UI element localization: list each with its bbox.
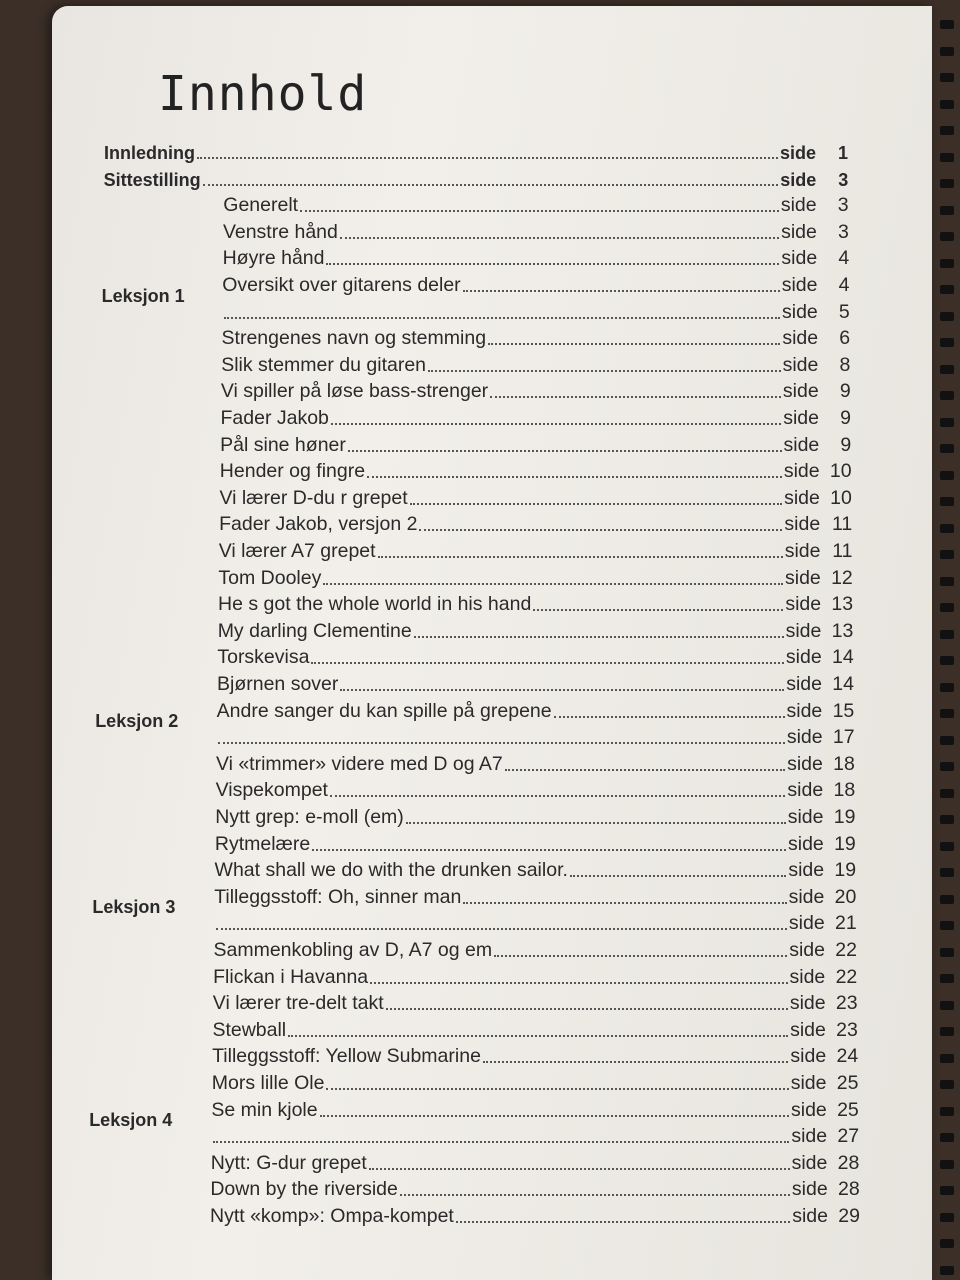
toc-entry-label: Pål sine høner (220, 433, 346, 456)
toc-entry (221, 379, 851, 403)
page-number: 28 (837, 1178, 860, 1201)
page-number: 19 (834, 832, 856, 855)
dot-leader (369, 1167, 790, 1170)
dot-leader (386, 1007, 788, 1010)
binding-ring (940, 1160, 954, 1169)
side-label: side (783, 460, 820, 483)
side-label: side (783, 407, 819, 429)
dot-leader (197, 156, 778, 159)
page-title: Innhold (158, 66, 368, 122)
dot-leader (463, 289, 780, 292)
binding-ring (940, 206, 954, 215)
toc-entry (221, 353, 850, 377)
dot-leader (224, 316, 780, 319)
binding-ring (940, 418, 954, 427)
binding-ring (940, 815, 954, 824)
toc-section-entry (104, 140, 848, 164)
toc-entry (213, 965, 857, 989)
toc-entry (219, 539, 853, 563)
toc-entry (212, 1018, 857, 1042)
side-label: side (788, 832, 824, 855)
dot-leader (570, 874, 786, 877)
toc-entry-label: My darling Clementine (217, 619, 412, 642)
page-number: 21 (834, 912, 857, 935)
binding-ring (940, 948, 954, 957)
binding-ring (940, 630, 954, 639)
dot-leader (378, 555, 783, 558)
toc-entry (222, 326, 851, 350)
toc-entry (211, 1098, 858, 1122)
toc-entry (215, 805, 855, 829)
dot-leader (288, 1034, 788, 1037)
side-label: side (791, 1151, 828, 1174)
toc-entry-label: Oversikt over gitarens deler (222, 274, 461, 296)
side-label: side (780, 169, 817, 190)
page-number: 19 (833, 806, 856, 828)
toc-entry-label: Tilleggsstoff: Yellow Submarine (212, 1045, 481, 1068)
side-label: side (779, 143, 816, 163)
binding-ring (940, 365, 954, 374)
page-number: 10 (829, 460, 852, 483)
toc-entry-label: Generelt (223, 194, 299, 217)
dot-leader (323, 582, 783, 585)
binding-ring (940, 497, 954, 506)
binding-ring (940, 577, 954, 586)
binding-ring (940, 603, 954, 612)
dot-leader (505, 768, 785, 771)
toc-entry (223, 193, 848, 217)
side-label: side (786, 726, 823, 749)
toc-entry (223, 220, 849, 244)
dot-leader (400, 1193, 790, 1196)
binding-ring (940, 1186, 954, 1195)
dot-leader (312, 848, 786, 851)
page-number: 27 (837, 1125, 860, 1148)
dot-leader (367, 475, 782, 478)
toc-entry-label: Down by the riverside (210, 1178, 398, 1201)
lesson-heading: Leksjon 1 (101, 285, 185, 306)
page-number: 4 (838, 247, 850, 270)
page-number: 3 (837, 194, 849, 217)
side-label: side (789, 992, 826, 1015)
dot-leader (203, 183, 779, 186)
page-number: 24 (836, 1045, 859, 1068)
dot-leader (311, 661, 783, 664)
dot-leader (456, 1220, 790, 1223)
toc-entry-label: Torskevisa (217, 646, 310, 669)
toc-entry-label: Andre sanger du kan spille på grepene (216, 699, 552, 722)
toc-entry (217, 672, 854, 696)
binding-ring (940, 1133, 954, 1142)
dot-leader (216, 927, 787, 930)
side-label: side (788, 859, 825, 882)
toc-entry-label: Flickan i Havanna (213, 965, 369, 988)
page-number: 23 (836, 1018, 858, 1041)
toc-entry-label: Rytmelære (214, 832, 311, 855)
page-number: 20 (834, 885, 857, 908)
binding-ring (940, 73, 954, 82)
side-label: side (780, 194, 817, 217)
toc-entry-label: Tom Dooley (218, 566, 322, 589)
page-number: 18 (833, 752, 855, 775)
page-number: 23 (835, 992, 858, 1015)
toc-entry-label: What shall we do with the drunken sailor. (214, 859, 568, 882)
page-number: 1 (837, 143, 848, 163)
binding-ring (940, 179, 954, 188)
side-label: side (782, 327, 819, 350)
toc-section-entry (214, 911, 857, 935)
toc-entry-label: Sammenkobling av D, A7 og em (213, 939, 493, 961)
side-label: side (790, 1045, 827, 1068)
page-number: 9 (840, 433, 852, 456)
side-label: side (786, 699, 823, 722)
dot-leader (340, 236, 779, 239)
binding-ring (940, 683, 954, 692)
side-label: side (789, 939, 825, 961)
toc-entry-label: Fader Jakob (220, 407, 329, 429)
toc-entry (214, 885, 856, 909)
side-label: side (782, 300, 818, 323)
toc-entry (214, 938, 858, 962)
page-number: 25 (836, 1072, 859, 1094)
binding-ring (940, 895, 954, 904)
dot-leader (490, 395, 781, 398)
dot-leader (494, 954, 787, 957)
toc-entry-label: Høyre hånd (222, 247, 325, 270)
toc-entry (212, 1044, 858, 1068)
binding-ring (940, 338, 954, 347)
lesson-heading: Leksjon 3 (92, 897, 176, 918)
dot-leader (554, 715, 785, 718)
binding-ring (940, 1054, 954, 1063)
page-number: 13 (831, 619, 854, 642)
toc-entry-label: Vi «trimmer» videre med D og A7 (215, 752, 503, 775)
binding-ring (940, 789, 954, 798)
side-label: side (781, 247, 818, 270)
page-number: 25 (837, 1098, 859, 1121)
toc-entry-label: Nytt grep: e-moll (em) (215, 806, 404, 828)
side-label: side (788, 912, 825, 935)
dot-leader (320, 1114, 789, 1117)
binding-ring (940, 842, 954, 851)
page-number: 9 (840, 407, 851, 429)
toc-entry (220, 433, 851, 457)
side-label: side (790, 1072, 827, 1094)
binding-ring (940, 471, 954, 480)
binding-ring (940, 285, 954, 294)
toc-entry (218, 619, 854, 643)
dot-leader (370, 981, 787, 984)
side-label: side (784, 486, 820, 509)
toc-entry-label: Se min kjole (211, 1098, 318, 1121)
page-number: 13 (831, 593, 854, 616)
toc-entry-label: Slik stemmer du gitaren (221, 353, 427, 376)
dot-leader (406, 821, 786, 824)
toc-entry-label: Tilleggsstoff: Oh, sinner man (214, 885, 462, 908)
toc-entry-label: Nytt: G-dur grepet (210, 1151, 367, 1174)
side-label: side (781, 274, 818, 296)
binding-ring (940, 762, 954, 771)
binding-ring (940, 47, 954, 56)
dot-leader (326, 262, 779, 265)
dot-leader (463, 901, 786, 904)
side-label: side (789, 965, 826, 988)
binding-ring (940, 391, 954, 400)
binding-ring (940, 1107, 954, 1116)
page-number: 19 (834, 859, 857, 882)
toc-section-entry (222, 300, 850, 324)
binding-ring (940, 1001, 954, 1010)
toc-entry-label: Vi lærer tre-delt takt (212, 992, 384, 1015)
toc-entry (221, 406, 852, 430)
toc-entry (210, 1204, 860, 1228)
page-number: 8 (839, 353, 851, 376)
dot-leader (340, 688, 784, 691)
dot-leader (533, 608, 783, 611)
toc-entry (211, 1151, 860, 1175)
toc-entry-label: Mors lille Ole (211, 1072, 325, 1094)
toc-entry-label: Fader Jakob, versjon 2 (219, 513, 418, 536)
binding-ring (940, 1080, 954, 1089)
side-label: side (785, 646, 822, 669)
binding-ring (940, 550, 954, 559)
side-label: side (785, 593, 822, 616)
side-label: side (784, 513, 821, 536)
toc-entry-label: Hender og fingre (219, 460, 366, 483)
toc-entry-label: He s got the whole world in his hand (218, 593, 532, 616)
toc-section-entry (216, 725, 854, 749)
page-number: 9 (839, 380, 851, 403)
page-number: 4 (838, 274, 850, 296)
binding-ring (940, 444, 954, 453)
toc-entry-label: Vi lærer A7 grepet (218, 540, 376, 562)
binding-ring (940, 736, 954, 745)
side-label: side (791, 1098, 827, 1121)
toc-entry-label: Strengenes navn og stemming (221, 327, 487, 350)
dot-leader (326, 1087, 788, 1090)
side-label: side (787, 779, 824, 802)
binding-ring (940, 1266, 954, 1275)
page-number: 17 (832, 726, 855, 749)
toc-section-entry (211, 1124, 859, 1148)
toc-entry (218, 592, 853, 616)
page-number: 14 (832, 673, 854, 695)
toc-entry (219, 512, 852, 536)
binding-ring (940, 100, 954, 109)
toc-entry (213, 991, 858, 1015)
page-number: 11 (832, 540, 853, 562)
page-number: 3 (838, 169, 849, 190)
dot-leader (218, 741, 785, 744)
page-number: 12 (831, 566, 853, 589)
toc-entry-label: Bjørnen sover (217, 673, 339, 695)
page-number: 6 (839, 327, 851, 350)
dot-leader (410, 502, 782, 505)
toc-entry (218, 566, 852, 590)
binding-ring (940, 1213, 954, 1222)
dot-leader (414, 635, 784, 638)
page-number: 18 (833, 779, 856, 802)
side-label: side (781, 220, 817, 243)
binding-ring (940, 232, 954, 241)
binding-ring (940, 656, 954, 665)
side-label: side (787, 752, 823, 775)
side-label: side (791, 1125, 828, 1148)
side-label: side (783, 433, 820, 456)
dot-leader (348, 449, 782, 452)
side-label: side (785, 566, 821, 589)
side-label: side (790, 1018, 826, 1041)
side-label: side (792, 1205, 828, 1227)
toc-entry-label: Vi lærer D-du r grepet (219, 486, 408, 509)
side-label: side (784, 540, 821, 562)
toc-entry (210, 1177, 859, 1201)
toc-entry-label: Vispekompet (215, 779, 328, 802)
toc-entry (217, 645, 853, 669)
toc-entry (215, 858, 857, 882)
binding-ring (940, 524, 954, 533)
dot-leader (213, 1140, 789, 1143)
page-number: 11 (831, 513, 853, 536)
binding-ring (940, 868, 954, 877)
spiral-binding (932, 0, 960, 1280)
binding-ring (940, 20, 954, 29)
side-label: side (782, 380, 819, 403)
toc-section-entry (104, 167, 849, 191)
toc-entry (223, 246, 850, 270)
toc-entry (219, 486, 851, 510)
page-number: 22 (835, 965, 858, 988)
binding-ring (940, 1239, 954, 1248)
toc-entry (212, 1071, 859, 1095)
page-number: 5 (838, 300, 850, 323)
binding-ring (940, 153, 954, 162)
page-number: 15 (832, 699, 855, 722)
page-number: 14 (831, 646, 854, 669)
dot-leader (330, 794, 785, 797)
lesson-heading: Leksjon 2 (95, 711, 179, 732)
dot-leader (331, 422, 781, 425)
page-number: 10 (830, 486, 852, 509)
dot-leader (488, 342, 780, 345)
side-label: side (787, 806, 824, 828)
binding-ring (940, 921, 954, 930)
binding-ring (940, 126, 954, 135)
side-label: side (782, 353, 819, 376)
binding-ring (940, 709, 954, 718)
toc-entry (217, 699, 855, 723)
dot-leader (483, 1060, 788, 1063)
toc-entry-label: Vi spiller på løse bass-strenger (220, 380, 489, 403)
toc-entry-label: Nytt «komp»: Ompa-kompet (210, 1205, 454, 1227)
toc-entry (216, 752, 855, 776)
side-label: side (786, 673, 822, 695)
page-number: 3 (838, 220, 849, 243)
toc-entry (215, 832, 856, 856)
side-label: side (788, 885, 825, 908)
section-label: Sittestilling (103, 169, 201, 190)
binding-ring (940, 312, 954, 321)
toc-entry (220, 459, 852, 483)
toc-entry-label: Venstre hånd (222, 220, 338, 243)
lesson-heading: Leksjon 4 (89, 1110, 173, 1131)
dot-leader (300, 209, 779, 212)
toc-entry (216, 778, 856, 802)
toc-entry-label: Stewball (212, 1018, 287, 1041)
binding-ring (940, 259, 954, 268)
binding-ring (940, 974, 954, 983)
dot-leader (419, 528, 782, 531)
side-label: side (791, 1178, 828, 1201)
binding-ring (940, 1027, 954, 1036)
toc-entry (222, 273, 849, 297)
section-label: Innledning (104, 143, 195, 163)
page-number: 22 (835, 939, 857, 961)
side-label: side (785, 619, 822, 642)
page-number: 29 (838, 1205, 860, 1227)
page-number: 28 (837, 1151, 860, 1174)
dot-leader (428, 369, 781, 372)
